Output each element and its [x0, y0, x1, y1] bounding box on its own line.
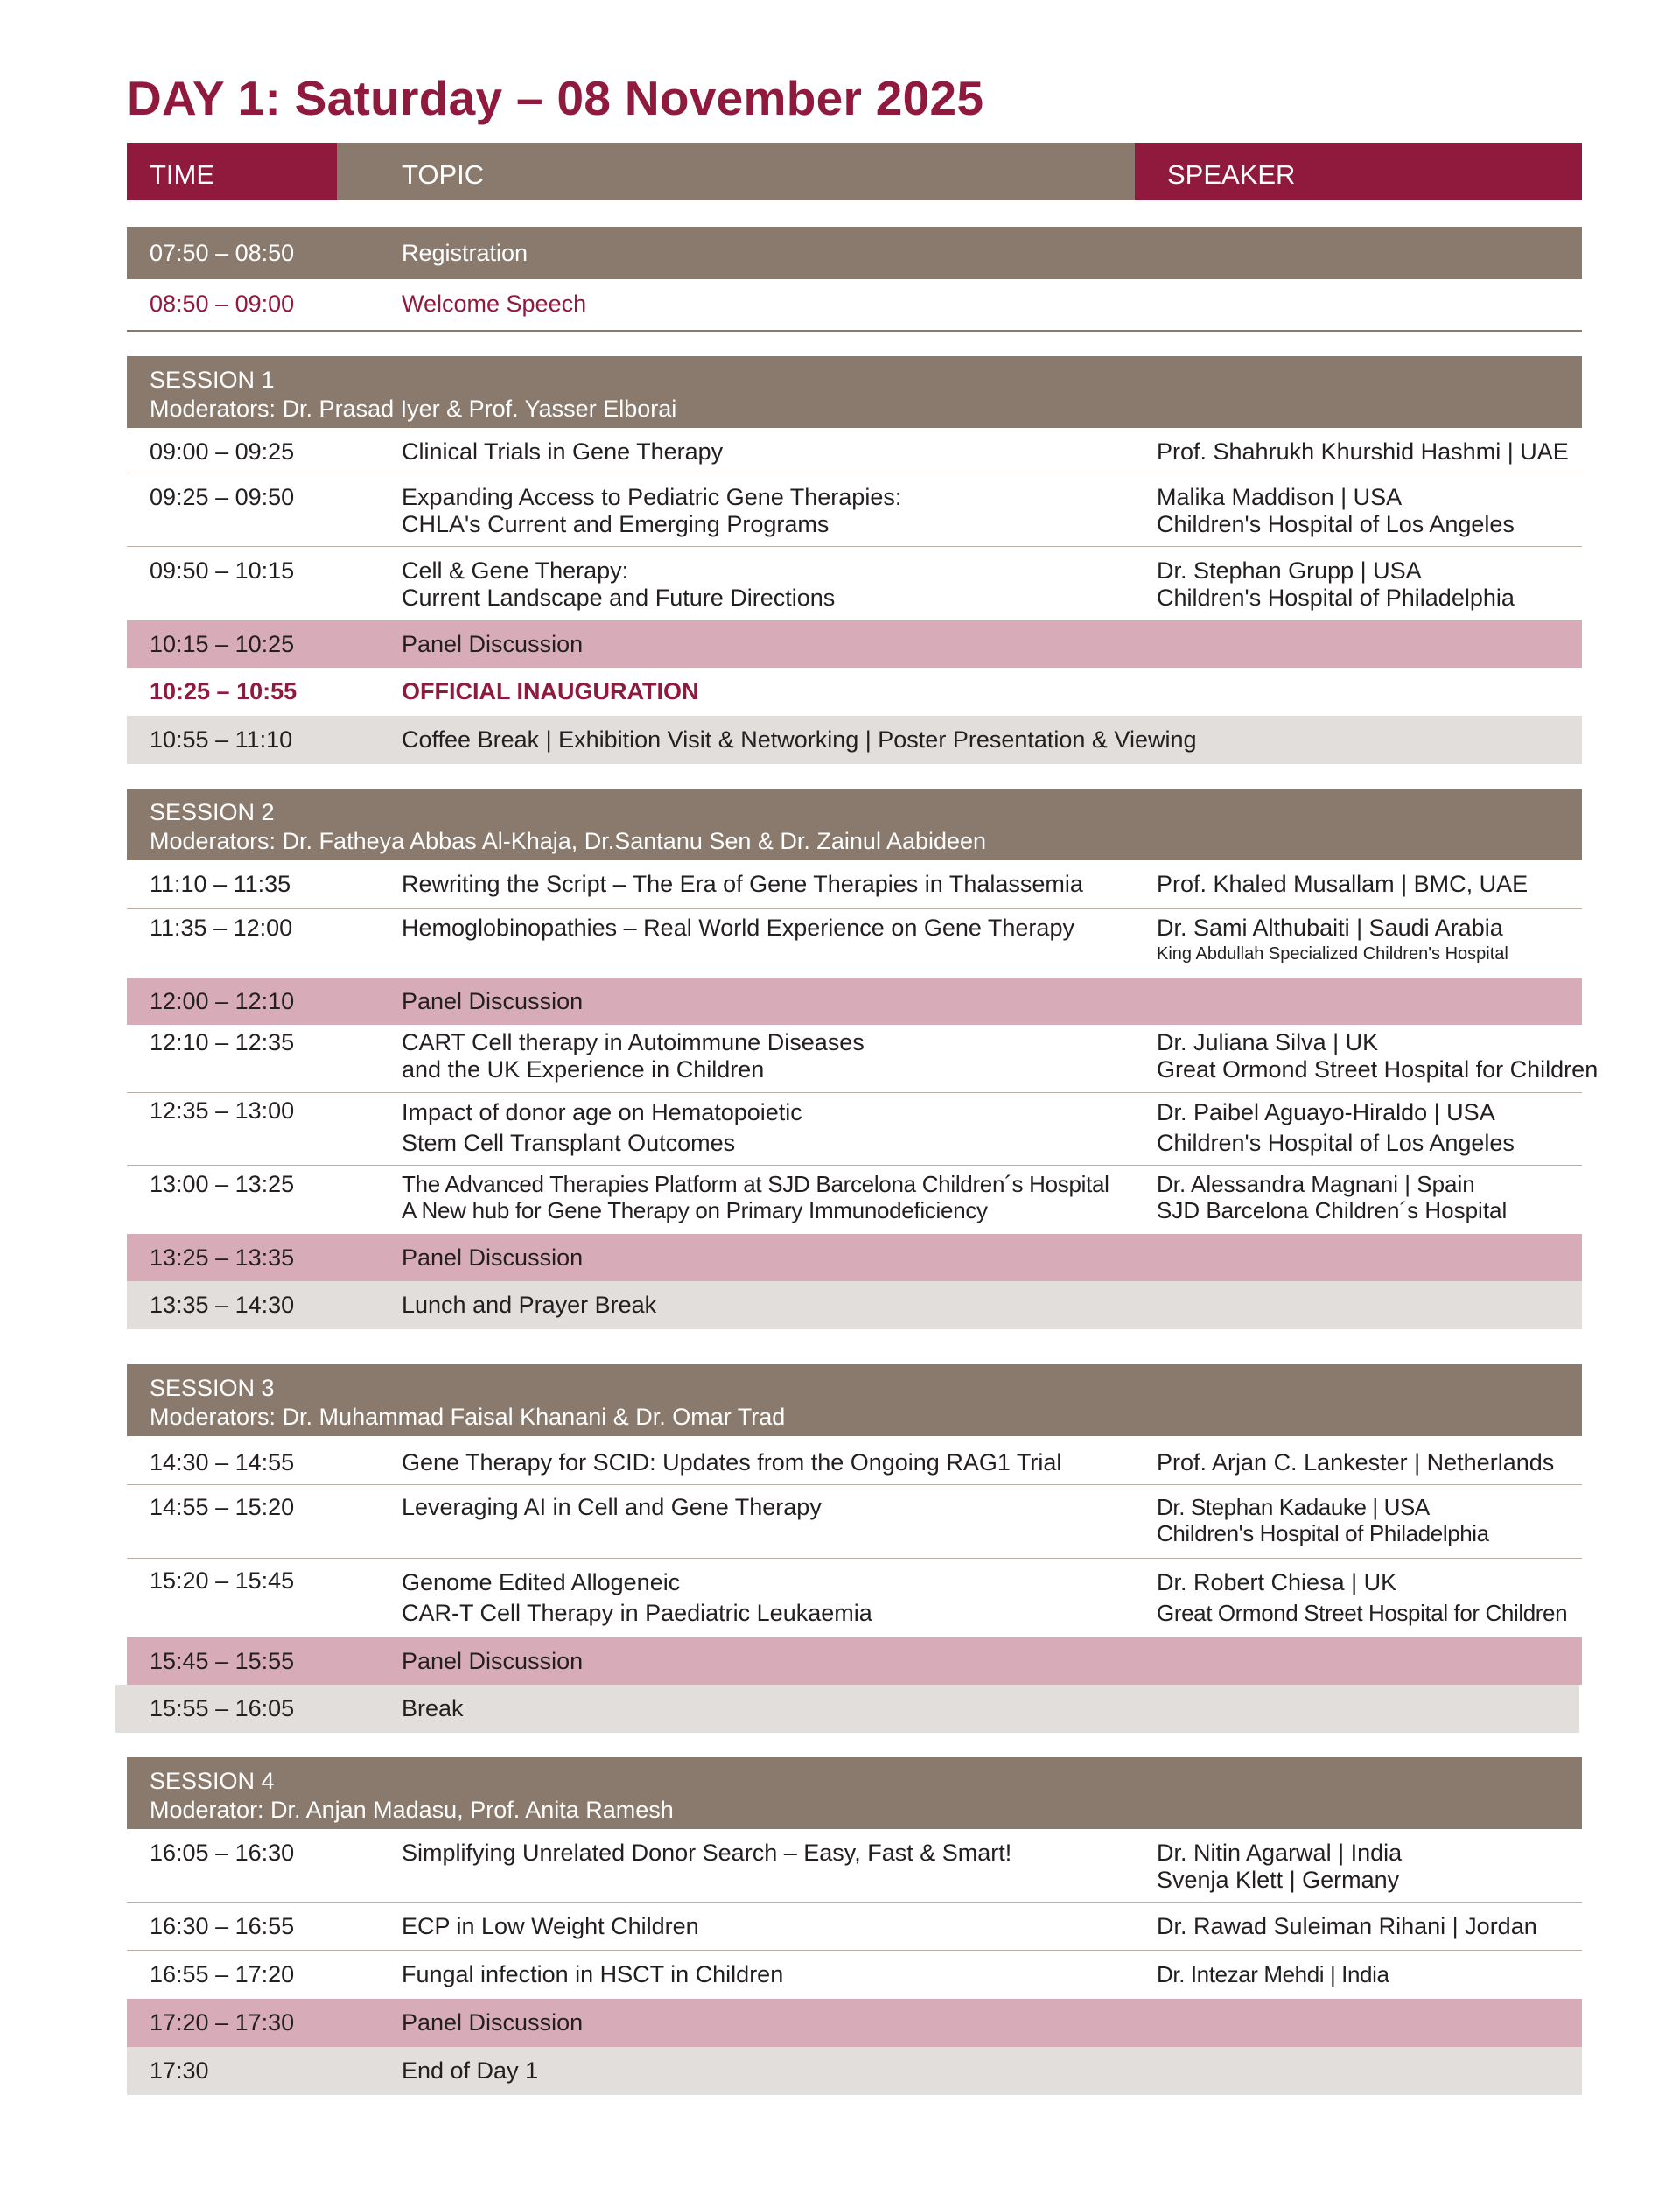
row-topic: OFFICIAL INAUGURATION — [402, 678, 699, 704]
row-time: 13:00 – 13:25 — [150, 1171, 295, 1197]
row-topic: Genome Edited Allogeneic CAR-T Cell Therapy in Paediatric Leukaemia — [402, 1569, 872, 1626]
row-topic: Leveraging AI in Cell and Gene Therapy — [402, 1494, 822, 1520]
row-time: 15:55 – 16:05 — [150, 1695, 295, 1721]
row-topic: Panel Discussion — [402, 1648, 584, 1674]
row-topic: Gene Therapy for SCID: Updates from the Ongoing RAG1 Trial — [402, 1449, 1062, 1476]
table-row — [127, 1999, 1582, 2047]
table-row — [127, 1166, 1582, 1234]
header-time-cell — [127, 143, 337, 200]
row-topic: Impact of donor age on Hematopoietic Stem Cell Transplant Outcomes — [402, 1099, 802, 1156]
row-time: 16:55 – 17:20 — [150, 1961, 295, 1987]
schedule — [127, 227, 1599, 2095]
row-topic: Welcome Speech — [402, 291, 587, 317]
row-time: 12:10 – 12:35 — [150, 1029, 295, 1055]
row-topic: Clinical Trials in Gene Therapy — [402, 438, 724, 465]
row-speaker: Malika Maddison | USA Children's Hospital of Los Angeles — [1157, 484, 1515, 537]
row-speaker: Prof. Shahrukh Khurshid Hashmi | UAE — [1157, 438, 1569, 465]
session-moderators: Moderators: Dr. Fatheya Abbas Al-Khaja, Dr.Santanu Sen & Dr. Zainul Aabideen — [150, 828, 987, 854]
row-time: 08:50 – 09:00 — [150, 291, 295, 317]
row-time: 16:30 – 16:55 — [150, 1913, 295, 1939]
session-label: SESSION 4 — [150, 1768, 275, 1794]
row-time: 12:00 – 12:10 — [150, 988, 295, 1014]
row-time: 10:15 – 10:25 — [150, 631, 295, 657]
table-row — [127, 1485, 1582, 1559]
session-header — [127, 1757, 1582, 1829]
row-speaker: Dr. Rawad Suleiman Rihani | Jordan — [1157, 1913, 1537, 1939]
row-time: 17:30 — [150, 2057, 209, 2084]
session-moderators: Moderator: Dr. Anjan Madasu, Prof. Anita Ramesh — [150, 1797, 674, 1823]
row-time: 07:50 – 08:50 — [150, 240, 295, 266]
row-time: 09:00 – 09:25 — [150, 438, 295, 465]
row-speaker: Dr. Paibel Aguayo-Hiraldo | USA Children's Hospital of Los Angeles — [1157, 1099, 1515, 1156]
row-time: 15:45 – 15:55 — [150, 1648, 295, 1674]
table-row — [127, 716, 1582, 764]
row-speaker: Dr. Stephan Kadauke | USA Children's Hospital of Philadelphia — [1157, 1494, 1489, 1546]
session-label: SESSION 2 — [150, 799, 275, 825]
row-topic: Rewriting the Script – The Era of Gene Therapies in Thalassemia — [402, 871, 1083, 897]
header-topic: TOPIC — [402, 159, 485, 190]
table-row — [127, 1093, 1582, 1166]
session-moderators: Moderators: Dr. Muhammad Faisal Khanani & Dr. Omar Trad — [150, 1404, 786, 1430]
row-time: 14:30 – 14:55 — [150, 1449, 295, 1476]
row-topic: Coffee Break | Exhibition Visit & Networking | Poster Presentation & Viewing — [402, 726, 1197, 753]
row-speaker: Dr. Juliana Silva | UK Great Ormond Street Hospital for Children — [1157, 1029, 1599, 1083]
header-speaker-cell — [1135, 143, 1582, 200]
row-topic: Hemoglobinopathies – Real World Experience on Gene Therapy — [402, 915, 1074, 941]
session-header — [127, 1364, 1582, 1436]
table-row — [127, 279, 1582, 332]
session-label: SESSION 3 — [150, 1375, 275, 1401]
row-topic: Registration — [402, 240, 528, 266]
row-speaker: Dr. Alessandra Magnani | Spain SJD Barcelona Children´s Hospital — [1157, 1171, 1508, 1223]
row-topic: Fungal infection in HSCT in Children — [402, 1961, 784, 1987]
row-speaker: Dr. Nitin Agarwal | India Svenja Klett | Germany — [1157, 1840, 1403, 1893]
table-row — [127, 473, 1582, 547]
table-row — [127, 668, 1582, 716]
row-time: 10:55 – 11:10 — [150, 726, 293, 753]
table-row — [127, 978, 1582, 1025]
row-topic: Panel Discussion — [402, 1244, 584, 1271]
table-row — [116, 1685, 1579, 1733]
row-topic: Cell & Gene Therapy: Current Landscape and Future Directions — [402, 557, 836, 611]
row-time: 13:35 – 14:30 — [150, 1292, 295, 1318]
table-row — [127, 620, 1582, 668]
table-row — [127, 1829, 1582, 1903]
table-row — [127, 860, 1582, 909]
table-row — [127, 428, 1582, 473]
row-speaker: Dr. Robert Chiesa | UK Great Ormond Street Hospital for Children — [1157, 1569, 1568, 1626]
row-topic: ECP in Low Weight Children — [402, 1913, 699, 1939]
row-speaker: Dr. Stephan Grupp | USA Children's Hospital of Philadelphia — [1157, 557, 1515, 611]
table-row — [127, 2047, 1582, 2095]
table-row — [127, 1559, 1582, 1637]
table-row — [127, 1234, 1582, 1281]
table-row — [127, 1439, 1582, 1485]
row-time: 14:55 – 15:20 — [150, 1494, 295, 1520]
row-time: 17:20 – 17:30 — [150, 2009, 295, 2036]
table-row — [127, 1903, 1582, 1951]
table-row — [127, 227, 1582, 279]
row-time: 09:25 – 09:50 — [150, 484, 295, 510]
row-topic: End of Day 1 — [402, 2057, 539, 2084]
row-speaker: Dr. Intezar Mehdi | India — [1157, 1961, 1390, 1987]
row-topic: Lunch and Prayer Break — [402, 1292, 657, 1318]
table-row — [127, 1637, 1582, 1685]
row-topic: Panel Discussion — [402, 988, 584, 1014]
row-topic: Simplifying Unrelated Donor Search – Easy, Fast & Smart! — [402, 1840, 1012, 1866]
row-time: 12:35 – 13:00 — [150, 1097, 295, 1124]
header-speaker: SPEAKER — [1167, 159, 1296, 190]
row-topic: CART Cell therapy in Autoimmune Diseases and the UK Experience in Children — [402, 1029, 864, 1083]
row-time: 15:20 – 15:45 — [150, 1567, 295, 1594]
row-time: 10:25 – 10:55 — [150, 678, 298, 704]
table-row — [127, 909, 1582, 978]
table-row — [127, 1025, 1599, 1093]
row-speaker: Prof. Khaled Musallam | BMC, UAE — [1157, 871, 1529, 897]
row-topic: Expanding Access to Pediatric Gene Therapies: CHLA's Current and Emerging Programs — [402, 484, 902, 537]
row-time: 09:50 – 10:15 — [150, 557, 295, 584]
row-speaker: Prof. Arjan C. Lankester | Netherlands — [1157, 1449, 1555, 1476]
row-time: 11:35 – 12:00 — [150, 915, 293, 941]
row-time: 11:10 – 11:35 — [150, 871, 291, 897]
row-topic: Panel Discussion — [402, 2009, 584, 2036]
row-topic: Panel Discussion — [402, 631, 584, 657]
page-title: DAY 1: Saturday – 08 November 2025 — [127, 71, 984, 125]
row-time: 13:25 – 13:35 — [150, 1244, 295, 1271]
row-topic: The Advanced Therapies Platform at SJD Barcelona Children´s Hospital A New hub for Gene Therapy on Primary Immunodeficiency — [402, 1171, 1110, 1223]
table-row — [127, 1951, 1582, 1999]
session-label: SESSION 1 — [150, 367, 275, 393]
row-topic: Break — [402, 1695, 464, 1721]
table-row — [127, 547, 1582, 620]
row-speaker: Dr. Sami Althubaiti | Saudi Arabia King Abdullah Specialized Children's Hospital — [1157, 915, 1508, 964]
table-row — [127, 1281, 1582, 1329]
session-moderators: Moderators: Dr. Prasad Iyer & Prof. Yasser Elborai — [150, 396, 677, 422]
header-time: TIME — [150, 159, 215, 190]
row-time: 16:05 – 16:30 — [150, 1840, 295, 1866]
table-header — [127, 143, 1582, 200]
session-header — [127, 356, 1582, 428]
session-header — [127, 789, 1582, 860]
